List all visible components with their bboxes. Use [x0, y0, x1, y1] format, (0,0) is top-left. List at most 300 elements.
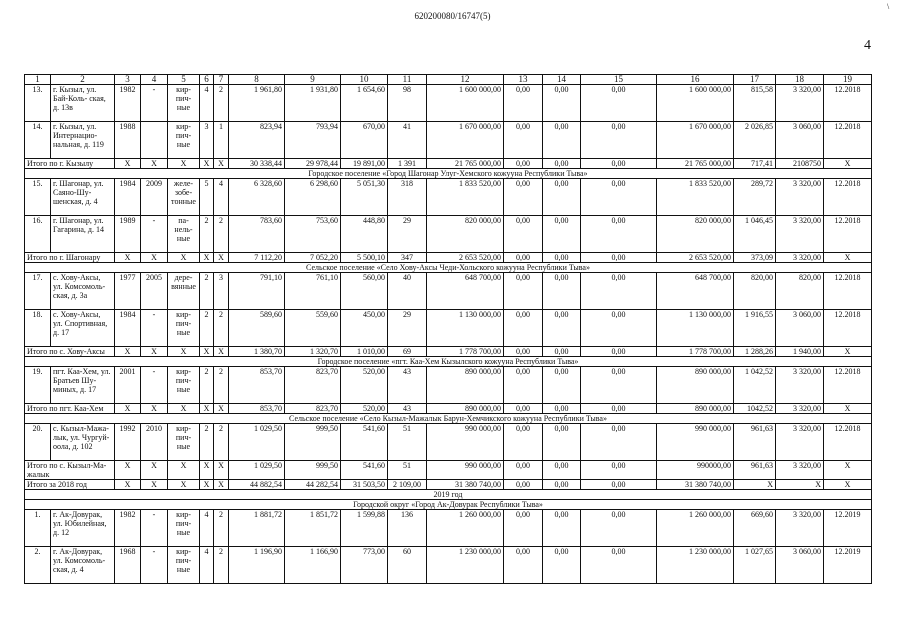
- table-cell: X: [168, 461, 200, 480]
- table-cell: 0,00: [543, 367, 581, 404]
- table-cell: 820 000,00: [657, 216, 734, 253]
- address-cell: г. Ак-Довурак, ул. Юбилейная, д. 12: [51, 510, 115, 547]
- total-label: Итого по с. Хову-Аксы: [25, 347, 115, 357]
- table-cell: X: [168, 347, 200, 357]
- table-cell: 1 670 000,00: [427, 122, 504, 159]
- column-number: 2: [51, 75, 115, 85]
- table-cell: 0,00: [543, 122, 581, 159]
- table-cell: 2001: [115, 367, 141, 404]
- row-number: 2.: [25, 547, 51, 584]
- table-cell: 43: [388, 367, 427, 404]
- table-cell: X: [734, 480, 776, 490]
- table-cell: 3 320,00: [776, 424, 824, 461]
- column-number: 8: [229, 75, 285, 85]
- section-header-row: [25, 414, 872, 424]
- table-cell: 1 778 700,00: [657, 347, 734, 357]
- table-cell: X: [214, 461, 229, 480]
- table-cell: 961,63: [734, 424, 776, 461]
- row-number: 1.: [25, 510, 51, 547]
- table-cell: 44 282,54: [285, 480, 341, 490]
- table-cell: 4: [200, 510, 214, 547]
- table-cell: 717,41: [734, 159, 776, 169]
- table-cell: 853,70: [229, 404, 285, 414]
- column-number: 9: [285, 75, 341, 85]
- table-cell: 1 260 000,00: [427, 510, 504, 547]
- table-cell: 0,00: [581, 85, 657, 122]
- table-cell: 0,00: [543, 179, 581, 216]
- table-cell: 823,70: [285, 367, 341, 404]
- table-cell: 0,00: [504, 547, 543, 584]
- table-cell: 3 320,00: [776, 367, 824, 404]
- table-cell: -: [141, 510, 168, 547]
- table-cell: 0,00: [504, 461, 543, 480]
- table-cell: 0,00: [504, 159, 543, 169]
- table-cell: 3 320,00: [776, 461, 824, 480]
- table-cell: 990 000,00: [657, 424, 734, 461]
- table-cell: 815,58: [734, 85, 776, 122]
- table-cell: 318: [388, 179, 427, 216]
- table-cell: 2010: [141, 424, 168, 461]
- table-cell: 0,00: [504, 480, 543, 490]
- table-cell: 1989: [115, 216, 141, 253]
- table-cell: 520,00: [341, 404, 388, 414]
- table-cell: кир- пич- ные: [168, 510, 200, 547]
- table-cell: X: [824, 347, 872, 357]
- table-cell: 2: [214, 85, 229, 122]
- table-cell: 2: [214, 367, 229, 404]
- table-cell: 520,00: [341, 367, 388, 404]
- table-cell: 5: [200, 179, 214, 216]
- section-title: Городской округ «Город Ак-Довурак Республики Тыва»: [25, 500, 872, 510]
- section-header-row: [25, 490, 872, 500]
- table-cell: 2: [200, 367, 214, 404]
- table-cell: 0,00: [581, 461, 657, 480]
- table-cell: 1 196,90: [229, 547, 285, 584]
- table-cell: 1 600 000,00: [427, 85, 504, 122]
- table-cell: 1 380,70: [229, 347, 285, 357]
- table-cell: 0,00: [543, 480, 581, 490]
- table-cell: 6 298,60: [285, 179, 341, 216]
- table-cell: 1 654,60: [341, 85, 388, 122]
- table-cell: 999,50: [285, 461, 341, 480]
- table-cell: X: [824, 480, 872, 490]
- table-cell: 753,60: [285, 216, 341, 253]
- address-cell: г. Ак-Довурак, ул. Комсомоль- ская, д. 4: [51, 547, 115, 584]
- table-cell: 1042,52: [734, 404, 776, 414]
- table-cell: 820 000,00: [427, 216, 504, 253]
- table-row: [25, 547, 872, 584]
- table-cell: -: [141, 547, 168, 584]
- table-cell: -: [141, 367, 168, 404]
- table-cell: 0,00: [581, 122, 657, 159]
- table-cell: дере- вянные: [168, 273, 200, 310]
- table-cell: X: [168, 480, 200, 490]
- column-number: 17: [734, 75, 776, 85]
- table-cell: 0,00: [581, 253, 657, 263]
- table-cell: 0,00: [581, 159, 657, 169]
- table-cell: 890 000,00: [427, 367, 504, 404]
- table-cell: 1 778 700,00: [427, 347, 504, 357]
- total-row: [25, 480, 872, 490]
- column-number: 11: [388, 75, 427, 85]
- table-cell: 1 916,55: [734, 310, 776, 347]
- table-cell: 7 052,20: [285, 253, 341, 263]
- table-cell: 5 500,10: [341, 253, 388, 263]
- column-number: 19: [824, 75, 872, 85]
- row-number: 15.: [25, 179, 51, 216]
- table-row: [25, 310, 872, 347]
- table-cell: 0,00: [581, 510, 657, 547]
- row-number: 18.: [25, 310, 51, 347]
- table-cell: X: [776, 480, 824, 490]
- table-cell: 773,00: [341, 547, 388, 584]
- table-cell: 0,00: [581, 424, 657, 461]
- table-cell: 60: [388, 547, 427, 584]
- table-cell: 3 060,00: [776, 310, 824, 347]
- table-cell: 890 000,00: [657, 367, 734, 404]
- table-cell: -: [141, 85, 168, 122]
- table-row: [25, 85, 872, 122]
- address-cell: с. Хову-Аксы, ул. Спортивная, д. 17: [51, 310, 115, 347]
- column-number: 13: [504, 75, 543, 85]
- table-cell: 1: [214, 122, 229, 159]
- address-cell: г. Кызыл, ул. Бай-Коль- ская, д. 13в: [51, 85, 115, 122]
- table-cell: 1 027,65: [734, 547, 776, 584]
- table-cell: 21 765 000,00: [427, 159, 504, 169]
- table-cell: 853,70: [229, 367, 285, 404]
- row-number: 17.: [25, 273, 51, 310]
- address-cell: с. Кызыл-Мажа- лык, ул. Чургуй- оола, д. 102: [51, 424, 115, 461]
- table-cell: 2 653 520,00: [657, 253, 734, 263]
- table-cell: 0,00: [543, 461, 581, 480]
- table-cell: 2: [200, 424, 214, 461]
- table-cell: 44 882,54: [229, 480, 285, 490]
- table-cell: 0,00: [504, 216, 543, 253]
- table-cell: X: [141, 159, 168, 169]
- total-label: Итого за 2018 год: [25, 480, 115, 490]
- table-cell: 1 230 000,00: [657, 547, 734, 584]
- address-cell: г. Кызыл, ул. Интернацио- нальная, д. 119: [51, 122, 115, 159]
- address-cell: с. Хову-Аксы, ул. Комсомоль- ская, д. 3а: [51, 273, 115, 310]
- total-label: Итого по пгт. Каа-Хем: [25, 404, 115, 414]
- table-cell: 0,00: [581, 367, 657, 404]
- table-cell: 2: [200, 310, 214, 347]
- section-title: Сельское поселение «Село Кызыл-Мажалык Барун-Хемчикского кожууна Республики Тыва»: [25, 414, 872, 424]
- table-cell: 30 338,44: [229, 159, 285, 169]
- table-cell: 823,94: [229, 122, 285, 159]
- table-cell: па- нель- ные: [168, 216, 200, 253]
- table-cell: X: [141, 461, 168, 480]
- table-cell: 7 112,20: [229, 253, 285, 263]
- table-cell: 0,00: [543, 547, 581, 584]
- total-row: [25, 347, 872, 357]
- column-number-row: [25, 75, 872, 85]
- table-cell: 2108750: [776, 159, 824, 169]
- table-cell: 0,00: [581, 347, 657, 357]
- table-cell: 3 320,00: [776, 253, 824, 263]
- page-number: 4: [864, 38, 871, 53]
- table-cell: 2009: [141, 179, 168, 216]
- table-cell: X: [141, 253, 168, 263]
- column-number: 5: [168, 75, 200, 85]
- table-cell: 1988: [115, 122, 141, 159]
- table-cell: 1 833 520,00: [657, 179, 734, 216]
- table-cell: 890 000,00: [657, 404, 734, 414]
- table-cell: 12.2018: [824, 216, 872, 253]
- table-cell: 0,00: [504, 253, 543, 263]
- table-cell: 12.2018: [824, 122, 872, 159]
- table-cell: 0,00: [543, 216, 581, 253]
- table-cell: 1 130 000,00: [657, 310, 734, 347]
- table-cell: 2: [214, 547, 229, 584]
- table-cell: X: [214, 253, 229, 263]
- table-cell: 0,00: [543, 273, 581, 310]
- table-cell: 12.2018: [824, 367, 872, 404]
- table-cell: X: [200, 253, 214, 263]
- table-cell: 0,00: [543, 85, 581, 122]
- table-cell: 783,60: [229, 216, 285, 253]
- table-cell: 0,00: [504, 310, 543, 347]
- table-row: [25, 273, 872, 310]
- table-cell: 559,60: [285, 310, 341, 347]
- table-cell: 12.2018: [824, 273, 872, 310]
- table-cell: 3 320,00: [776, 510, 824, 547]
- table-cell: 1 046,45: [734, 216, 776, 253]
- table-cell: 670,00: [341, 122, 388, 159]
- table-cell: 1 833 520,00: [427, 179, 504, 216]
- table-cell: 648 700,00: [657, 273, 734, 310]
- table-cell: X: [115, 404, 141, 414]
- table-cell: 4: [200, 85, 214, 122]
- table-cell: -: [141, 216, 168, 253]
- table-cell: 3 320,00: [776, 179, 824, 216]
- section-header-row: [25, 500, 872, 510]
- table-cell: X: [200, 404, 214, 414]
- row-number: 14.: [25, 122, 51, 159]
- address-cell: пгт. Каа-Хем, ул. Братьев Шу- миных, д. 17: [51, 367, 115, 404]
- table-cell: кир- пич- ные: [168, 310, 200, 347]
- section-header-row: [25, 357, 872, 367]
- column-number: 1: [25, 75, 51, 85]
- table-cell: 823,70: [285, 404, 341, 414]
- table-cell: 560,00: [341, 273, 388, 310]
- column-number: 14: [543, 75, 581, 85]
- table-cell: 1 851,72: [285, 510, 341, 547]
- table-cell: кир- пич- ные: [168, 85, 200, 122]
- table-cell: 0,00: [504, 404, 543, 414]
- table-cell: 29 978,44: [285, 159, 341, 169]
- corner-mark: \: [887, 2, 890, 11]
- total-label: Итого по с. Кызыл-Ма- жалык: [25, 461, 115, 480]
- table-cell: 51: [388, 461, 427, 480]
- table-cell: 19 891,00: [341, 159, 388, 169]
- table-cell: 1968: [115, 547, 141, 584]
- table-cell: 820,00: [734, 273, 776, 310]
- table-cell: 820,00: [776, 273, 824, 310]
- table-cell: 1 600 000,00: [657, 85, 734, 122]
- table-body: [25, 75, 872, 584]
- table-cell: 0,00: [581, 310, 657, 347]
- table-cell: 1 931,80: [285, 85, 341, 122]
- table-cell: 12.2018: [824, 424, 872, 461]
- table-cell: 589,60: [229, 310, 285, 347]
- total-row: [25, 461, 872, 480]
- section-title: 2019 год: [25, 490, 872, 500]
- table-cell: 0,00: [543, 424, 581, 461]
- table-cell: 0,00: [543, 159, 581, 169]
- table-cell: кир- пич- ные: [168, 122, 200, 159]
- table-cell: 1 260 000,00: [657, 510, 734, 547]
- table-cell: 51: [388, 424, 427, 461]
- row-number: 19.: [25, 367, 51, 404]
- table-cell: 1 130 000,00: [427, 310, 504, 347]
- table-cell: 890 000,00: [427, 404, 504, 414]
- table-cell: 0,00: [581, 480, 657, 490]
- table-row: [25, 216, 872, 253]
- table-cell: 347: [388, 253, 427, 263]
- table-cell: 1 230 000,00: [427, 547, 504, 584]
- table-cell: X: [115, 347, 141, 357]
- table-cell: X: [824, 253, 872, 263]
- table-cell: 1 670 000,00: [657, 122, 734, 159]
- table-cell: -: [141, 310, 168, 347]
- table-cell: 0,00: [581, 273, 657, 310]
- table-cell: 136: [388, 510, 427, 547]
- table-cell: 2005: [141, 273, 168, 310]
- table-cell: X: [214, 404, 229, 414]
- table-cell: 1 166,90: [285, 547, 341, 584]
- total-row: [25, 404, 872, 414]
- table-cell: 12.2019: [824, 510, 872, 547]
- table-cell: 40: [388, 273, 427, 310]
- table-cell: 990000,00: [657, 461, 734, 480]
- table-cell: 1 599,88: [341, 510, 388, 547]
- table-cell: 0,00: [504, 122, 543, 159]
- table-cell: 1 042,52: [734, 367, 776, 404]
- table-cell: 0,00: [581, 404, 657, 414]
- table-cell: 0,00: [504, 424, 543, 461]
- section-title: Городское поселение «Город Шагонар Улуг-Хемского кожууна Республики Тыва»: [25, 169, 872, 179]
- table-row: [25, 367, 872, 404]
- table-cell: 669,60: [734, 510, 776, 547]
- table-cell: 2: [214, 216, 229, 253]
- row-number: 20.: [25, 424, 51, 461]
- total-row: [25, 159, 872, 169]
- table-cell: 12.2018: [824, 85, 872, 122]
- table-cell: 1 029,50: [229, 461, 285, 480]
- table-cell: X: [115, 461, 141, 480]
- section-title: Сельское поселение «Село Хову-Аксы Чеди-Хольского кожууна Республики Тыва»: [25, 263, 872, 273]
- housing-register-table: [24, 74, 872, 584]
- table-cell: 3: [214, 273, 229, 310]
- table-cell: 0,00: [504, 179, 543, 216]
- table-cell: 1984: [115, 179, 141, 216]
- table-cell: 5 051,30: [341, 179, 388, 216]
- table-cell: X: [168, 404, 200, 414]
- table-cell: X: [200, 461, 214, 480]
- total-label: Итого по г. Кызылу: [25, 159, 115, 169]
- table-cell: 4: [200, 547, 214, 584]
- table-cell: 98: [388, 85, 427, 122]
- row-number: 13.: [25, 85, 51, 122]
- table-cell: 648 700,00: [427, 273, 504, 310]
- table-cell: 29: [388, 216, 427, 253]
- table-cell: 0,00: [504, 367, 543, 404]
- table-cell: 999,50: [285, 424, 341, 461]
- table-cell: 1 881,72: [229, 510, 285, 547]
- table-cell: 2 026,85: [734, 122, 776, 159]
- table-cell: 2: [214, 424, 229, 461]
- table-cell: 0,00: [543, 510, 581, 547]
- table-cell: 2 109,00: [388, 480, 427, 490]
- table-cell: 4: [214, 179, 229, 216]
- column-number: 3: [115, 75, 141, 85]
- table-cell: X: [141, 480, 168, 490]
- table-cell: 1982: [115, 510, 141, 547]
- table-cell: кир- пич- ные: [168, 424, 200, 461]
- column-number: 16: [657, 75, 734, 85]
- total-label: Итого по г. Шагонару: [25, 253, 115, 263]
- table-cell: 1 010,00: [341, 347, 388, 357]
- table-cell: X: [168, 159, 200, 169]
- table-cell: X: [115, 253, 141, 263]
- table-cell: 1 391: [388, 159, 427, 169]
- table-cell: 2: [214, 510, 229, 547]
- table-row: [25, 424, 872, 461]
- table-cell: 12.2018: [824, 310, 872, 347]
- table-cell: X: [824, 404, 872, 414]
- table-cell: 31 380 740,00: [657, 480, 734, 490]
- table-row: [25, 510, 872, 547]
- table-cell: X: [200, 347, 214, 357]
- table-cell: 2: [214, 310, 229, 347]
- table-cell: X: [141, 347, 168, 357]
- table-cell: 1984: [115, 310, 141, 347]
- address-cell: г. Шагонар, ул. Гагарина, д. 14: [51, 216, 115, 253]
- table-cell: 761,10: [285, 273, 341, 310]
- table-cell: X: [214, 159, 229, 169]
- table-cell: 1 940,00: [776, 347, 824, 357]
- table-cell: X: [200, 159, 214, 169]
- table-cell: 2: [200, 273, 214, 310]
- table-cell: 990 000,00: [427, 424, 504, 461]
- table-cell: 0,00: [543, 404, 581, 414]
- row-number: 16.: [25, 216, 51, 253]
- table-cell: X: [115, 159, 141, 169]
- table-cell: 448,80: [341, 216, 388, 253]
- table-cell: 1977: [115, 273, 141, 310]
- column-number: 15: [581, 75, 657, 85]
- table-cell: 21 765 000,00: [657, 159, 734, 169]
- column-number: 12: [427, 75, 504, 85]
- table-cell: 3 060,00: [776, 122, 824, 159]
- table-cell: 450,00: [341, 310, 388, 347]
- table-cell: 0,00: [543, 310, 581, 347]
- table-cell: 0,00: [504, 85, 543, 122]
- table-cell: 0,00: [581, 179, 657, 216]
- table-cell: 541,60: [341, 424, 388, 461]
- table-cell: кир- пич- ные: [168, 547, 200, 584]
- table-cell: 2: [200, 216, 214, 253]
- table-cell: [141, 122, 168, 159]
- table-cell: 1982: [115, 85, 141, 122]
- table-row: [25, 122, 872, 159]
- table-cell: 961,63: [734, 461, 776, 480]
- table-cell: 43: [388, 404, 427, 414]
- table-cell: кир- пич- ные: [168, 367, 200, 404]
- table-cell: 990 000,00: [427, 461, 504, 480]
- table-cell: 541,60: [341, 461, 388, 480]
